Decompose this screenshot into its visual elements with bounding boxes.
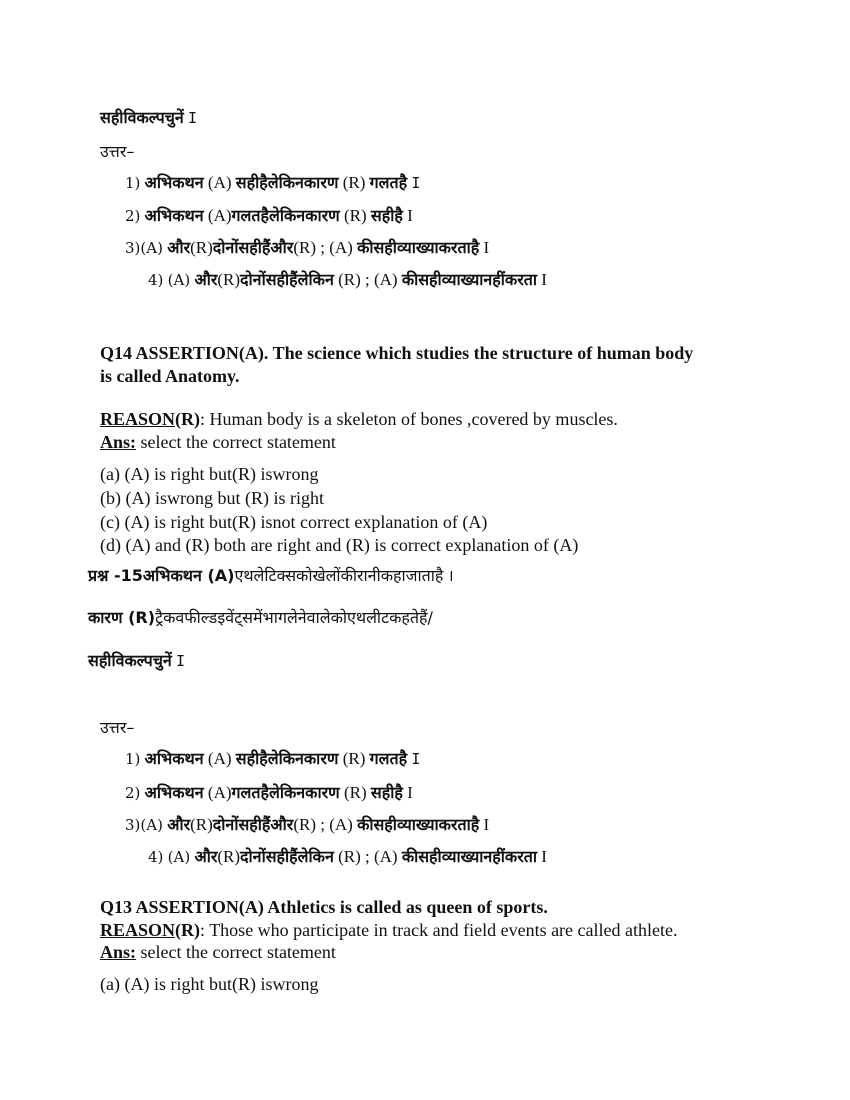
q15-reason: कारण (R)ट्रैकवफील्डइवेंट्समेंभागलेनेवालेकोएथलीटकहतेहैं/ bbox=[88, 608, 433, 627]
option-2: 2) अभिकथन (A)गलतहैलेकिनकारण (R) सहीहै I bbox=[125, 206, 413, 225]
ans-label: Ans: bbox=[100, 432, 137, 452]
option-2-b2: 2) अभिकथन (A)गलतहैलेकिनकारण (R) सहीहै I bbox=[125, 783, 413, 802]
q14-assertion-line2: is called Anatomy. bbox=[100, 366, 240, 386]
option-3-b2: 3)(A) और(R)दोनोंसहीहैंऔर(R) ; (A) कीसहीव्याख्याकरताहै I bbox=[125, 815, 490, 834]
q14-option-d: (d) (A) and (R) both are right and (R) is correct explanation of (A) bbox=[100, 535, 579, 555]
answer-label: उत्तर– bbox=[100, 142, 135, 161]
q13-assertion: Q13 ASSERTION(A) Athletics is called as queen of sports. bbox=[100, 897, 548, 917]
q14-option-c: (c) (A) is right but(R) isnot correct explanation of (A) bbox=[100, 512, 488, 532]
answer-label-2: उत्तर– bbox=[100, 718, 135, 737]
q14-option-a: (a) (A) is right but(R) iswrong bbox=[100, 464, 319, 484]
option-1: 1) अभिकथन (A) सहीहैलेकिनकारण (R) गलतहै I bbox=[125, 173, 421, 192]
option-4: 4) (A) और(R)दोनोंसहीहैंलेकिन (R) ; (A) कीसहीव्याख्यानहींकरता I bbox=[148, 270, 547, 289]
q14-ans: Ans: select the correct statement bbox=[100, 432, 336, 452]
q14-assertion-line1: Q14 ASSERTION(A). The science which studies the structure of human body bbox=[100, 343, 694, 363]
q15-assertion: प्रश्न -15अभिकथन (A)एथलेटिक्सकोखेलोंकीरानीकहाजाताहै । bbox=[88, 566, 454, 585]
choose-mark: I bbox=[188, 109, 198, 127]
option-3: 3)(A) और(R)दोनोंसहीहैंऔर(R) ; (A) कीसहीव्याख्याकरताहै I bbox=[125, 238, 490, 257]
reason-label: REASON bbox=[100, 409, 176, 429]
q15-choose-heading: सहीविकल्पचुनें I bbox=[88, 651, 186, 670]
q14-reason: REASON(R): Human body is a skeleton of bones ,covered by muscles. bbox=[100, 409, 618, 429]
ans-label: Ans: bbox=[100, 942, 137, 962]
choose-text: सहीविकल्पचुनें bbox=[100, 108, 184, 127]
q14-option-b: (b) (A) iswrong but (R) is right bbox=[100, 488, 324, 508]
option-1-b2: 1) अभिकथन (A) सहीहैलेकिनकारण (R) गलतहै I bbox=[125, 749, 421, 768]
choose-correct-option-heading bbox=[100, 107, 197, 129]
q13-reason: REASON(R): Those who participate in track and field events are called athlete. bbox=[100, 920, 678, 940]
q13-ans: Ans: select the correct statement bbox=[100, 942, 336, 962]
option-4-b2: 4) (A) और(R)दोनोंसहीहैंलेकिन (R) ; (A) कीसहीव्याख्यानहींकरता I bbox=[148, 847, 547, 866]
q13-option-a: (a) (A) is right but(R) iswrong bbox=[100, 974, 319, 994]
reason-label: REASON bbox=[100, 920, 176, 940]
